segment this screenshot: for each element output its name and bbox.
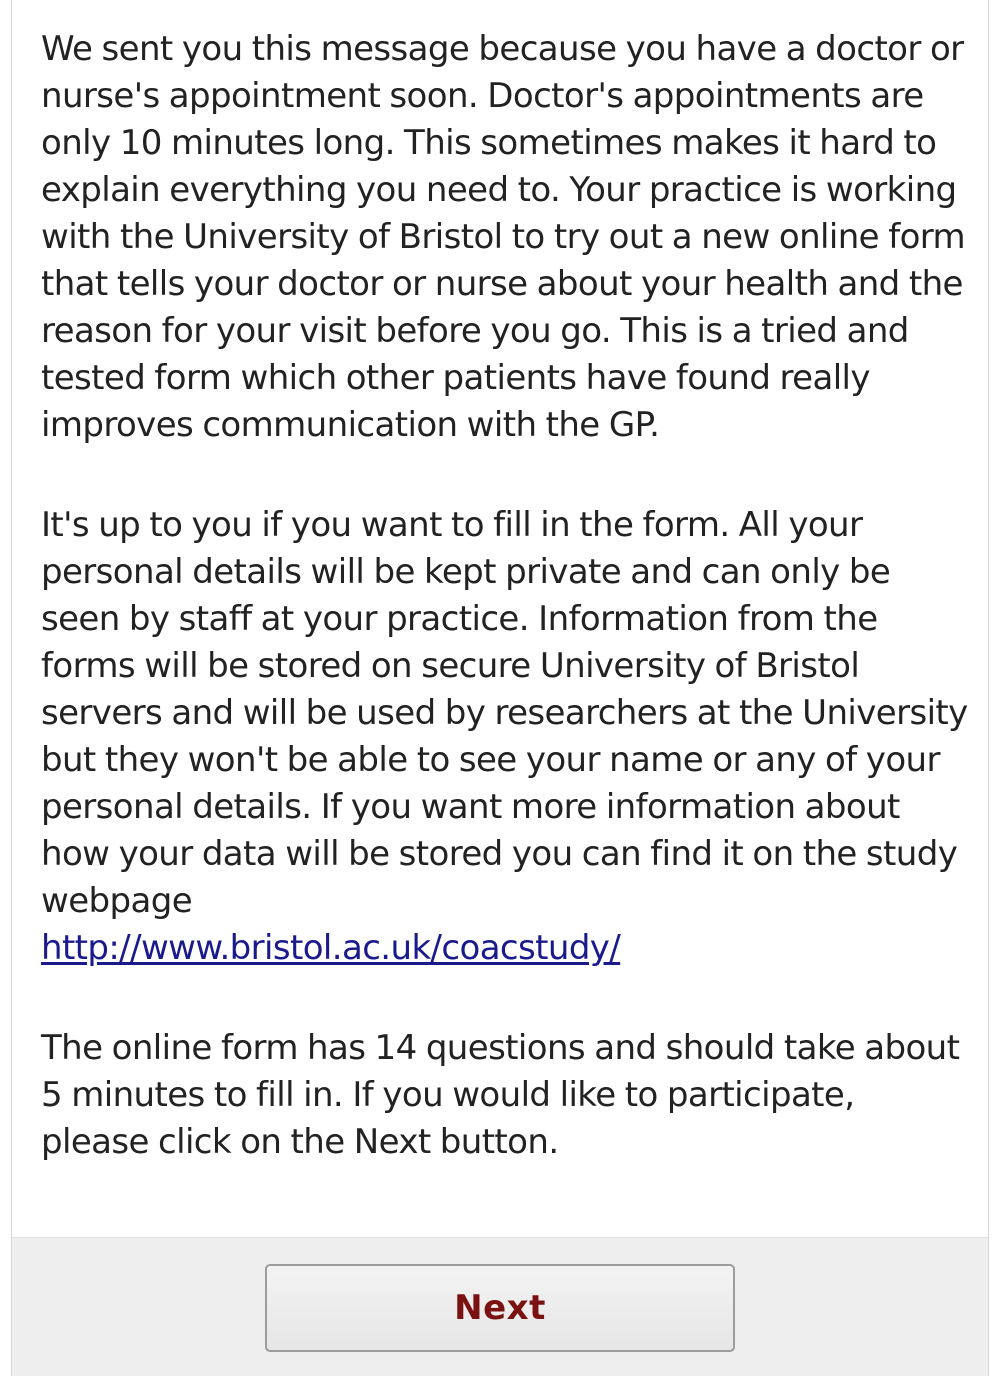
intro-content (41, 26, 971, 1166)
navigation-footer (12, 1237, 988, 1377)
intro-paragraph-3: The online form has 14 questions and should take about 5 minutes to fill in. If you would like to participate, please click on the Next button. (41, 1028, 960, 1162)
intro-paragraph-2 (41, 502, 971, 972)
survey-frame (11, 0, 989, 1376)
page-bottom-edge (0, 1376, 1000, 1386)
intro-paragraph-2-text: It's up to you if you want to fill in the form. All your personal details will be kept private and can only be seen by staff at your practice. Information from the forms will be stored on secure University of Bristol servers and will be used by researchers at the University but they won't be able to see your name or any of your personal details. If you want more information about how your data will be stored you can find it on the study webpage (41, 505, 968, 921)
intro-paragraph-1: We sent you this message because you have a doctor or nurse's appointment soon. Doctor's appointments are only 10 minutes long. This sometimes makes it hard to explain everything you need to. Your practice is working with the University of Bristol to try out a new online form that tells your doctor or nurse about your health and the reason for your visit before you go. This is a tried and tested form which other patients have found really improves communication with the GP. (41, 29, 966, 445)
study-webpage-link[interactable]: http://www.bristol.ac.uk/coacstudy/ (41, 928, 621, 968)
next-button[interactable]: Next (265, 1264, 735, 1352)
